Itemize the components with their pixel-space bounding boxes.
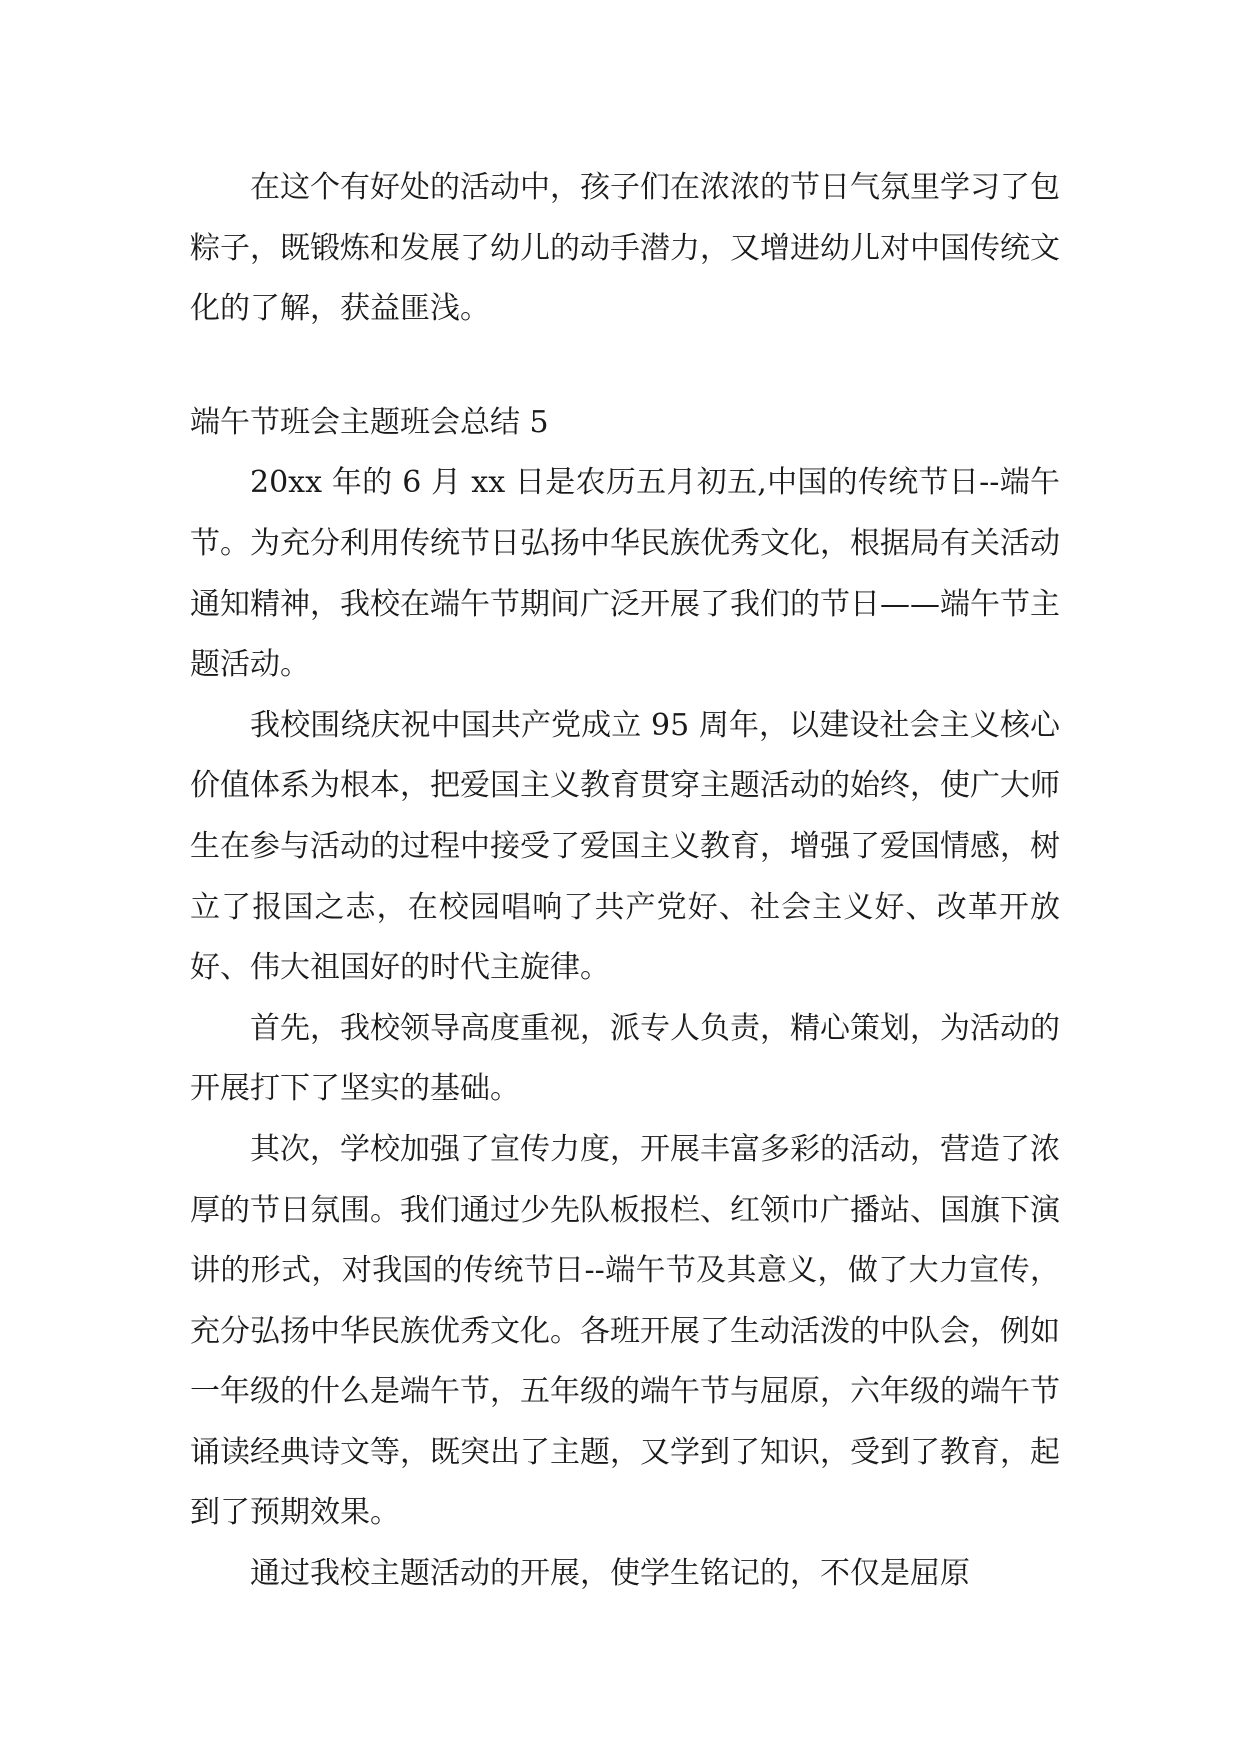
intro-paragraph: 在这个有好处的活动中，孩子们在浓浓的节日气氛里学习了包粽子，既锻炼和发展了幼儿的动手潜力，又增进幼儿对中国传统文化的了解，获益匪浅。: [190, 170, 1060, 327]
body-paragraph-3: 首先，我校领导高度重视，派专人负责，精心策划，为活动的开展打下了坚实的基础。: [190, 1010, 1060, 1107]
body-paragraph-5: 通过我校主题活动的开展，使学生铭记的，不仅是屈原: [250, 1556, 970, 1592]
body-paragraph-4: 其次，学校加强了宣传力度，开展丰富多彩的活动，营造了浓厚的节日氛围。我们通过少先队板报栏、红领巾广播站、国旗下演讲的形式，对我国的传统节日--端午节及其意义，做了大力宣传，充分弘扬中华民族优秀文化。各班开展了生动活泼的中队会，例如一年级的什么是端午节，五年级的端午节与屈原，六年级的端午节诵读经典诗文等，既突出了主题，又学到了知识，受到了教育，起到了预期效果。: [190, 1131, 1060, 1531]
section-title: 端午节班会主题班会总结 5: [190, 404, 549, 440]
body-paragraph-1: 20xx 年的 6 月 xx 日是农历五月初五,中国的传统节日--端午节。为充分利用传统节日弘扬中华民族优秀文化，根据局有关活动通知精神，我校在端午节期间广泛开展了我们的节日——端午节主题活动。: [190, 465, 1060, 683]
body-paragraph-2: 我校围绕庆祝中国共产党成立 95 周年，以建设社会主义核心价值体系为根本，把爱国主义教育贯穿主题活动的始终，使广大师生在参与活动的过程中接受了爱国主义教育，增强了爱国情感，树立了报国之志，在校园唱响了共产党好、社会主义好、改革开放好、伟大祖国好的时代主旋律。: [190, 707, 1060, 986]
document-body: [190, 158, 1060, 1605]
